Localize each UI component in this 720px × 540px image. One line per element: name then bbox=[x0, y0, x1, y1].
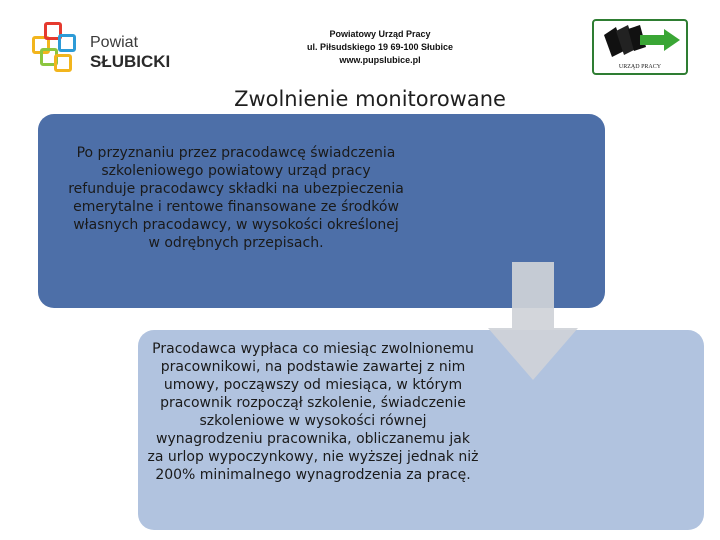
down-arrow-icon bbox=[488, 262, 578, 380]
office-website[interactable]: www.pupslubice.pl bbox=[339, 55, 421, 65]
powiat-logo bbox=[30, 14, 172, 80]
logo-caption: URZĄD PRACY bbox=[618, 64, 662, 70]
office-header bbox=[250, 28, 510, 67]
urzad-pracy-logo bbox=[592, 19, 688, 75]
box-bottom-text: Pracodawca wypłaca co miesiąc zwolnionemu pracownikowi, na podstawie zawartej z nim umowy, począwszy od miesiąca, w którym pracownik rozpoczął szkolenie, świadczenie szkoleniowe w wysokości równej wynagrodzeniu pracownika, obliczanemu jak za urlop wypoczynkowy, nie wyższej jednak niż 200% minimalnego wynagrodzenia za pracę. bbox=[147, 341, 479, 483]
box-bottom bbox=[138, 330, 704, 530]
logo-word-powiat: Powiat bbox=[90, 34, 139, 51]
arrow-documents-logo-icon bbox=[594, 21, 686, 61]
logo-word-slubicki: SŁUBICKI bbox=[90, 52, 171, 71]
slide-title: Zwolnienie monitorowane bbox=[234, 87, 506, 111]
colored-squares-logo-icon bbox=[30, 20, 82, 76]
box-top-text: Po przyznaniu przez pracodawcę świadczenia szkoleniowego powiatowy urząd pracy refunduje pracodawcy składki na ubezpieczenia emerytalne i rentowe finansowane ze środków własnych pracodawcy, w wysokości określonej w odrębnych przepisach. bbox=[68, 145, 404, 251]
office-address: ul. Piłsudskiego 19 69-100 Słubice bbox=[306, 42, 454, 52]
office-name: Powiatowy Urząd Pracy bbox=[329, 29, 431, 39]
